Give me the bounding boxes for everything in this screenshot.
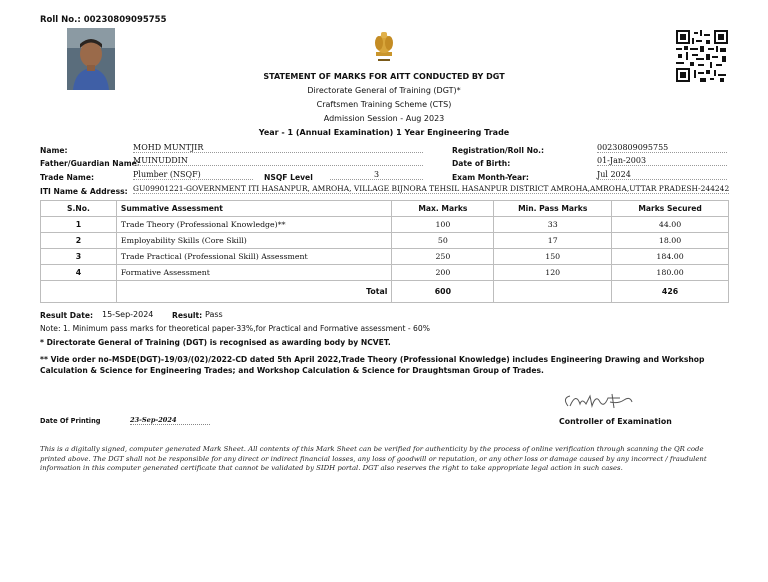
name-label: Name: xyxy=(40,146,68,155)
nsqf-value: 3 xyxy=(330,170,423,180)
total-min-cell xyxy=(494,281,612,303)
total-max: 600 xyxy=(392,281,494,303)
row-max: 100 xyxy=(392,217,494,233)
note-vide-order: ** Vide order no-MSDE(DGT)-19/03/(02)/2022-CD dated 5th April 2022,Trade Theory (Professional Knowledge) includes Engineering Drawing and Workshop Calculation & Science for Engineering Trades; and Workshop Calculation & Science for Draughtsman Group of Trades. xyxy=(40,355,705,375)
table-row xyxy=(41,265,729,281)
name-value: MOHD MUNTJIR xyxy=(133,143,423,153)
disclaimer-text: This is a digitally signed, computer generated Mark Sheet. All contents of this Mark Sheet can be verified for authenticity by the process of online verification through scanning the QR code printed above. The DGT shall not be responsible for any direct or indirect financial losses, any loss of goodwill or reputation, or any other loss or damage caused by any incorrect / fraudulent information in this computer generated certificate that cannot be validated by SIDH portal. DGT also reserves the right to take appropriate legal action in such cases. xyxy=(40,445,707,473)
total-secured: 426 xyxy=(612,281,729,303)
col-header-min: Min. Pass Marks xyxy=(494,201,612,217)
row-assessment: Employability Skills (Core Skill) xyxy=(116,233,392,249)
exam-label: Exam Month-Year: xyxy=(452,173,529,182)
row-min: 120 xyxy=(494,265,612,281)
col-header-max: Max. Marks xyxy=(392,201,494,217)
row-max: 200 xyxy=(392,265,494,281)
printing-date-label: Date Of Printing xyxy=(40,417,101,425)
trade-label: Trade Name: xyxy=(40,173,95,182)
trade-value: Plumber (NSQF) xyxy=(133,170,253,180)
controller-title: Controller of Examination xyxy=(559,417,672,426)
note-awarding-body: * Directorate General of Training (DGT) is recognised as awarding body by NCVET. xyxy=(40,338,391,347)
nsqf-label: NSQF Level xyxy=(264,173,313,182)
total-label: Total xyxy=(116,281,392,303)
iti-value: GU09901221-GOVERNMENT ITI HASANPUR, AMROHA, VILLAGE BIJNORA TEHSIL HASANPUR DISTRICT AMROHA,AMROHA,UTTAR PRADESH-244242 xyxy=(133,184,730,193)
controller-signature xyxy=(560,390,640,414)
dob-value: 01-Jan-2003 xyxy=(597,156,727,166)
row-secured: 184.00 xyxy=(612,249,729,265)
row-assessment: Formative Assessment xyxy=(116,265,392,281)
row-max: 50 xyxy=(392,233,494,249)
result-date-value: 15-Sep-2024 xyxy=(102,310,154,319)
row-sno: 4 xyxy=(41,265,117,281)
row-min: 33 xyxy=(494,217,612,233)
dob-label: Date of Birth: xyxy=(452,159,511,168)
exam-value: Jul 2024 xyxy=(597,170,727,180)
document-title: STATEMENT OF MARKS FOR AITT CONDUCTED BY DGT xyxy=(263,72,505,81)
row-secured: 44.00 xyxy=(612,217,729,233)
col-header-assessment: Summative Assessment xyxy=(116,201,392,217)
row-min: 150 xyxy=(494,249,612,265)
iti-label: ITI Name & Address: xyxy=(40,187,128,196)
year-line: Year - 1 (Annual Examination) 1 Year Engineering Trade xyxy=(258,128,510,137)
printing-date-value: 23-Sep-2024 xyxy=(130,416,210,425)
registration-label: Registration/Roll No.: xyxy=(452,146,545,155)
scheme-line: Craftsmen Training Scheme (CTS) xyxy=(316,100,452,109)
row-sno: 3 xyxy=(41,249,117,265)
col-header-sno: S.No. xyxy=(41,201,117,217)
result-label: Result: xyxy=(172,311,203,320)
session-line: Admission Session - Aug 2023 xyxy=(323,114,445,123)
directorate-line: Directorate General of Training (DGT)* xyxy=(307,86,461,95)
row-sno: 1 xyxy=(41,217,117,233)
result-date-label: Result Date: xyxy=(40,311,94,320)
father-label: Father/Guardian Name: xyxy=(40,159,140,168)
roll-number: Roll No.: 00230809095755 xyxy=(40,15,167,25)
table-row xyxy=(41,249,729,265)
col-header-secured: Marks Secured xyxy=(612,201,729,217)
total-row xyxy=(41,281,729,303)
row-secured: 180.00 xyxy=(612,265,729,281)
row-sno: 2 xyxy=(41,233,117,249)
registration-value: 00230809095755 xyxy=(597,143,727,153)
table-row xyxy=(41,233,729,249)
marks-table xyxy=(40,200,729,303)
father-value: MUINUDDIN xyxy=(133,156,423,166)
result-value: Pass xyxy=(205,310,223,319)
row-secured: 18.00 xyxy=(612,233,729,249)
national-emblem-icon xyxy=(370,28,398,66)
row-assessment: Trade Practical (Professional Skill) Assessment xyxy=(116,249,392,265)
note-minimum-pass: Note: 1. Minimum pass marks for theoretical paper-33%,for Practical and Formative assessment - 60% xyxy=(40,324,430,333)
table-header-row xyxy=(41,201,729,217)
row-min: 17 xyxy=(494,233,612,249)
row-max: 250 xyxy=(392,249,494,265)
row-assessment: Trade Theory (Professional Knowledge)** xyxy=(116,217,392,233)
total-empty-cell xyxy=(41,281,117,303)
table-row xyxy=(41,217,729,233)
